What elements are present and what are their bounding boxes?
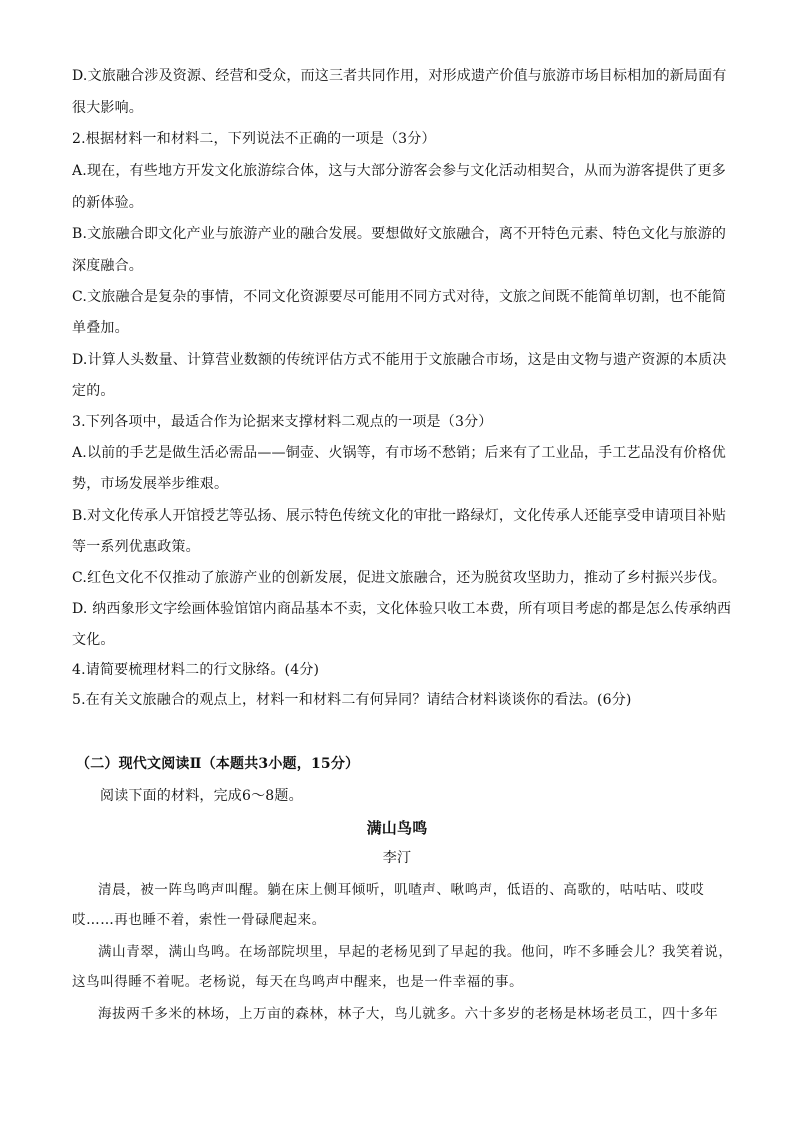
text-line: 深度融合。 xyxy=(72,258,143,274)
article-line: 满山青翠，满山鸟鸣。在场部院坝里，早起的老杨见到了早起的我。他问，咋不多睡会儿？我笑着说， xyxy=(98,944,733,960)
text-line: 很大影响。 xyxy=(72,100,143,116)
text-line: 文化。 xyxy=(72,632,115,648)
option-c: C.文旅融合是复杂的事情，不同文化资源要尽可能用不同方式对待，文旅之间既不能简单切割，也不能简 xyxy=(72,289,727,305)
option-a: A.现在，有些地方开发文化旅游综合体，这与大部分游客会参与文化活动相契合，从而为游客提供了更多 xyxy=(72,163,726,179)
text-line: 单叠加。 xyxy=(72,320,129,336)
article-title: 满山鸟鸣 xyxy=(366,819,428,837)
question-3: 3.下列各项中，最适合作为论据来支撑材料二观点的一项是（3分） xyxy=(72,414,493,430)
text-line: D.文旅融合涉及资源、经营和受众，而这三者共同作用，对形成遗产价值与旅游市场目标相加的新局面有 xyxy=(72,68,727,84)
option-c: C.红色文化不仅推动了旅游产业的创新发展，促进文旅融合，还为脱贫攻坚助力，推动了乡村振兴步伐。 xyxy=(72,570,727,586)
text-line: 定的。 xyxy=(72,383,115,399)
article-line: 清晨，被一阵鸟鸣声叫醒。躺在床上侧耳倾听，叽喳声、啾鸣声，低语的、高歌的，咕咕咕、哎哎 xyxy=(98,882,705,898)
option-d: D. 纳西象形文字绘画体验馆馆内商品基本不卖，文化体验只收工本费，所有项目考虑的都是怎么传承纳西 xyxy=(72,601,732,617)
instruction: 阅读下面的材料，完成6～8题。 xyxy=(100,788,303,804)
question-5: 5.在有关文旅融合的观点上，材料一和材料二有何异同？请结合材料谈谈你的看法。(6分) xyxy=(72,692,632,708)
option-d: D.计算人头数量、计算营业数额的传统评估方式不能用于文旅融合市场，这是由文物与遗产资源的本质决 xyxy=(72,352,727,368)
option-a: A.以前的手艺是做生活必需品——铜壶、火锅等，有市场不愁销；后来有了工业品，手工艺品没有价格优 xyxy=(72,445,726,461)
option-b: B.文旅融合即文化产业与旅游产业的融合发展。要想做好文旅融合，离不开特色元素、特色文化与旅游的 xyxy=(72,226,727,242)
option-b: B.对文化传承人开馆授艺等弘扬、展示特色传统文化的审批一路绿灯，文化传承人还能享受申请项目补贴 xyxy=(72,508,727,524)
article-line: 哎……再也睡不着，索性一骨碌爬起来。 xyxy=(72,912,326,928)
section-heading: （二）现代文阅读Ⅱ（本题共3小题，15分） xyxy=(76,756,360,772)
text-line: 势，市场发展举步维艰。 xyxy=(72,476,229,492)
author: 李汀 xyxy=(382,850,412,866)
text-line: 等一系列优惠政策。 xyxy=(72,539,200,555)
text-line: 的新体验。 xyxy=(72,195,143,211)
question-2: 2.根据材料一和材料二，下列说法不正确的一项是（3分） xyxy=(72,131,436,147)
article-line: 这鸟叫得睡不着呢。老杨说，每天在鸟鸣声中醒来，也是一件幸福的事。 xyxy=(72,974,524,990)
question-4: 4.请简要梳理材料二的行文脉络。(4分) xyxy=(72,662,320,678)
article-line: 海拔两千多米的林场，上万亩的森林，林子大，鸟儿就多。六十多岁的老杨是林场老员工，四十多年 xyxy=(98,1006,719,1022)
